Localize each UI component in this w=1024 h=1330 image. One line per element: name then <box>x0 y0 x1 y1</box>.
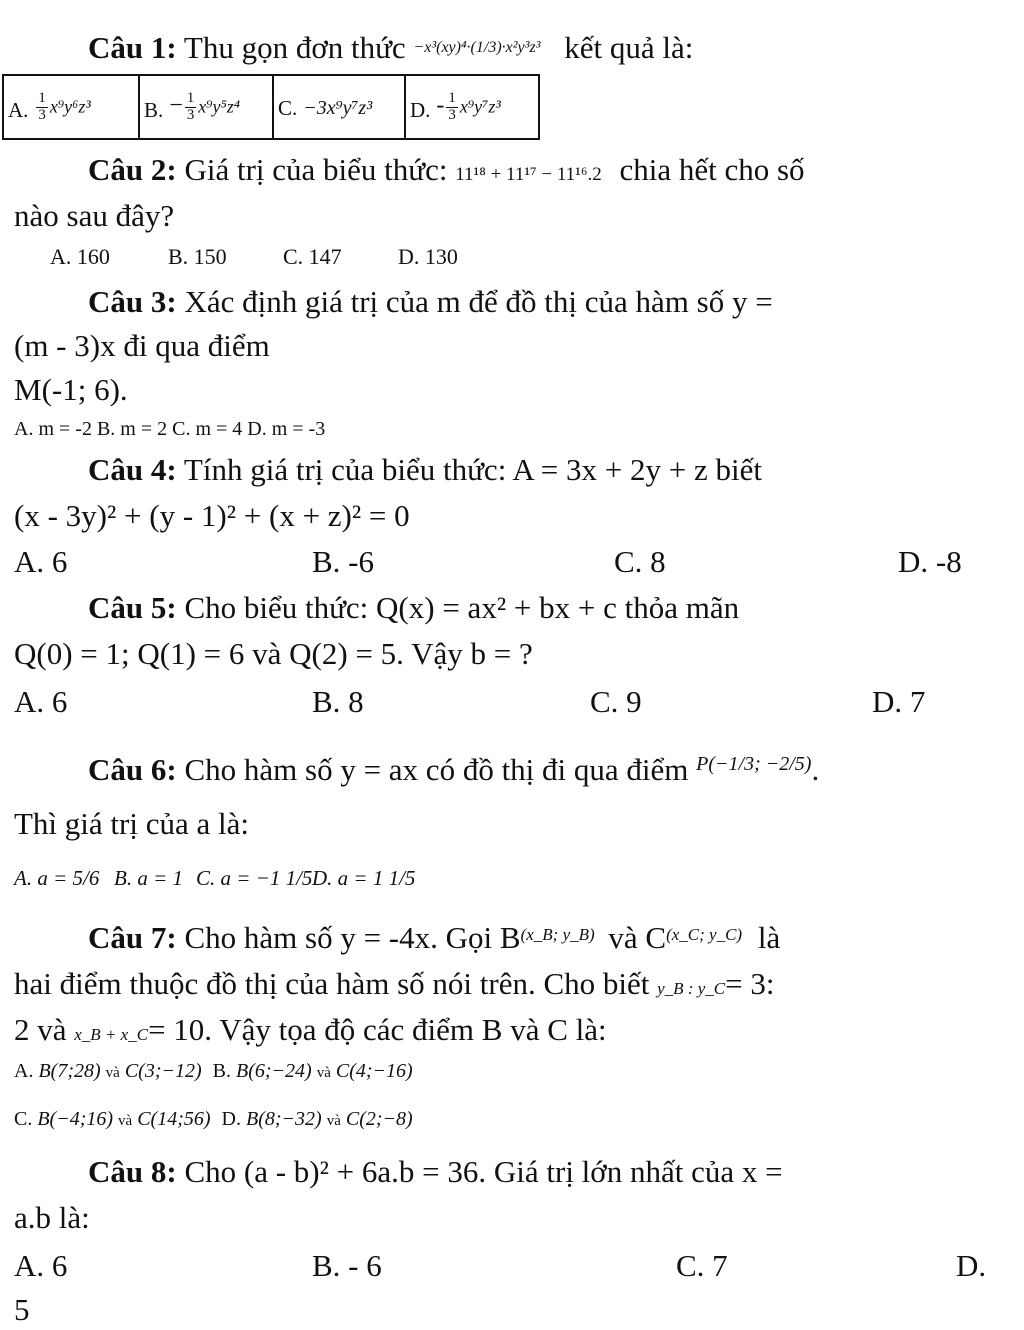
q5-question <box>88 590 739 626</box>
q8-question <box>88 1154 783 1190</box>
q6-line2: Thì giá trị của a là: <box>14 806 249 841</box>
q2-line2: nào sau đây? <box>14 198 175 233</box>
q3-line1: Xác định giá trị của m để đồ thị của hàm số y = <box>184 284 773 319</box>
q1-label: Câu 1: <box>88 30 177 65</box>
q7-label: Câu 7: <box>88 920 177 955</box>
q2-option-c[interactable]: C. 147 <box>283 244 342 269</box>
q3-line3: M(-1; 6). <box>14 372 128 407</box>
q3-options[interactable]: A. m = -2 B. m = 2 C. m = 4 D. m = -3 <box>14 418 326 440</box>
q7-options-row1 <box>14 1060 413 1083</box>
q4-line2: (x - 3y)² + (y - 1)² + (x + z)² = 0 <box>14 498 410 533</box>
q4-option-b[interactable]: B. -6 <box>312 544 374 579</box>
q6-option-b[interactable]: B. a = 1 <box>114 866 183 890</box>
q8-option-c[interactable]: C. 7 <box>676 1248 728 1283</box>
q3-question <box>88 284 773 320</box>
q4-option-c[interactable]: C. 8 <box>614 544 666 579</box>
q1-text: Thu gọn đơn thức <box>183 30 406 65</box>
q7-line2: hai điểm thuộc đồ thị của hàm số nói trên. Cho biết y_B : y_C= 3: <box>14 966 775 1001</box>
q6-line1: Cho hàm số y = ax có đồ thị đi qua điểm <box>184 752 689 787</box>
q1-options-table <box>2 74 540 140</box>
q2-option-a[interactable]: A. 160 <box>50 244 110 269</box>
q1-option-a[interactable]: A. $\frac{1}{3}$ x⁹y⁶z³ <box>3 75 139 139</box>
q3-label: Câu 3: <box>88 284 177 319</box>
q5-line2: Q(0) = 1; Q(1) = 6 và Q(2) = 5. Vậy b = ? <box>14 636 533 671</box>
q8-line2: a.b là: <box>14 1200 90 1235</box>
q2-label: Câu 2: <box>88 152 177 187</box>
q8-label: Câu 8: <box>88 1154 177 1189</box>
q7-line3: 2 và x_B + x_C= 10. Vậy tọa độ các điểm B và C là: <box>14 1012 607 1047</box>
q1-question <box>88 30 693 66</box>
q4-question <box>88 452 762 488</box>
q6-option-d[interactable]: D. a = 1 1/5 <box>312 866 416 890</box>
q7-ratio: y_B : y_C <box>657 979 726 998</box>
q2-option-b[interactable]: B. 150 <box>168 244 227 269</box>
q3-line2: (m - 3)x đi qua điểm <box>14 328 270 363</box>
q8-option-d[interactable]: D. <box>956 1248 987 1283</box>
q8-option-a[interactable]: A. 6 <box>14 1248 68 1283</box>
q8-option-b[interactable]: B. - 6 <box>312 1248 382 1283</box>
q8-line1: Cho (a - b)² + 6a.b = 36. Giá trị lớn nhất của x = <box>184 1154 783 1189</box>
q6-point: P(−1/3; −2/5) <box>696 753 812 775</box>
q4-option-a[interactable]: A. 6 <box>14 544 68 579</box>
q7-options-row2 <box>14 1108 413 1131</box>
q2-expression: 11¹⁸ + 11¹⁷ − 11¹⁶.2 <box>455 164 602 185</box>
q7-b-coords: (x_B; y_B) <box>520 925 595 944</box>
q1-option-d[interactable]: D. - $\frac{1}{3}$ x⁹y⁷z³ <box>405 75 539 139</box>
q5-label: Câu 5: <box>88 590 177 625</box>
q2-text: Giá trị của biểu thức: <box>184 152 448 187</box>
q6-label: Câu 6: <box>88 752 177 787</box>
q4-line1: Tính giá trị của biểu thức: A = 3x + 2y + z biết <box>183 452 762 487</box>
q7-question: Câu 7: Cho hàm số y = -4x. Gọi $B^{(x\_B; y\_B)}$ và $C^{(x\_C; y\_C)}$ là <box>88 920 781 955</box>
q5-option-c[interactable]: C. 9 <box>590 684 642 719</box>
q4-option-d[interactable]: D. -8 <box>898 544 962 579</box>
q8-last: 5 <box>14 1292 30 1327</box>
q1-tail: kết quả là: <box>564 30 694 65</box>
q2-tail: chia hết cho số <box>619 152 805 187</box>
q1-monomial: −x³(xy)⁴·(1/3)·x²y³z³ <box>413 39 541 56</box>
q7-option-a[interactable]: A. B(7;28) và C(3;−12) <box>14 1060 202 1082</box>
q7-sum: x_B + x_C <box>74 1025 149 1044</box>
q7-option-c[interactable]: C. B(−4;16) và C(14;56) <box>14 1108 211 1130</box>
q1-option-c[interactable]: C. −3x⁹y⁷z³ <box>273 75 405 139</box>
q5-option-a[interactable]: A. 6 <box>14 684 68 719</box>
q5-option-d[interactable]: D. 7 <box>872 684 926 719</box>
q5-option-b[interactable]: B. 8 <box>312 684 364 719</box>
q1-option-b[interactable]: B. − $\frac{1}{3}$ x⁹y⁵z⁴ <box>139 75 273 139</box>
q6-question: Câu 6: Cho hàm số y = ax có đồ thị đi qua điểm $^{P(-1/3; -2/5)}$. <box>88 752 820 787</box>
q4-label: Câu 4: <box>88 452 177 487</box>
q7-c-coords: (x_C; y_C) <box>666 925 743 944</box>
q7-option-b[interactable]: B. B(6;−24) và C(4;−16) <box>212 1060 413 1082</box>
q6-option-a[interactable]: A. a = 5/6 <box>14 866 100 890</box>
q2-question <box>88 152 805 188</box>
q6-option-c[interactable]: C. a = −1 1/5 <box>196 866 313 890</box>
q5-line1: Cho biểu thức: Q(x) = ax² + bx + c thỏa mãn <box>184 590 740 625</box>
q7-option-d[interactable]: D. B(8;−32) và C(2;−8) <box>221 1108 413 1130</box>
q2-option-d[interactable]: D. 130 <box>398 244 458 269</box>
